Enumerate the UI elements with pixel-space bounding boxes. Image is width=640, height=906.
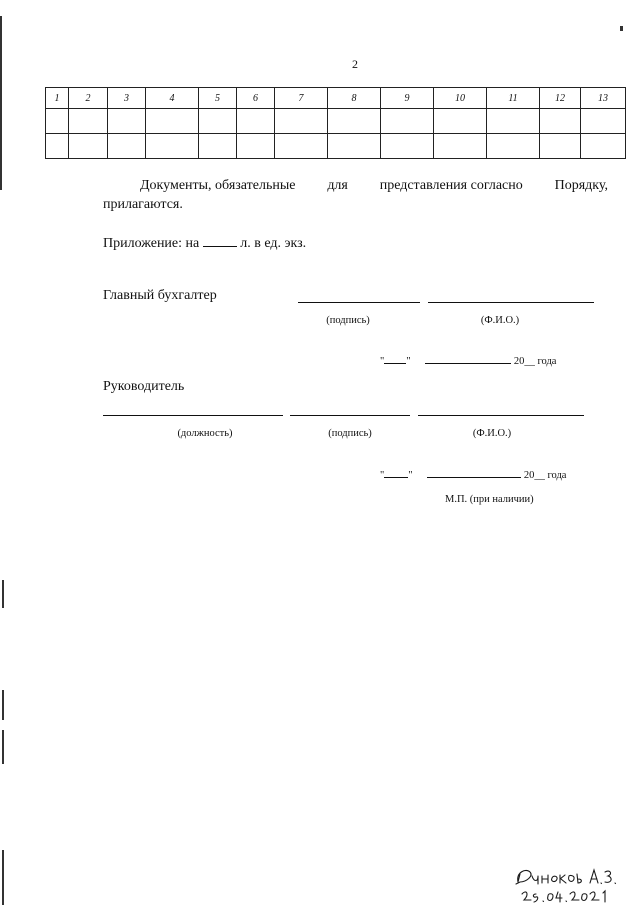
scan-edge-mark: [620, 26, 623, 31]
col-header: 2: [69, 88, 108, 109]
documents-text-part: для: [327, 178, 348, 193]
scan-edge-mark: [0, 16, 2, 190]
col-header: 1: [46, 88, 69, 109]
signature-caption: (подпись): [328, 428, 372, 439]
table-row: [46, 134, 626, 159]
date-month-blank[interactable]: [427, 477, 521, 478]
col-header: 5: [199, 88, 237, 109]
handwritten-signature: [512, 864, 622, 906]
appendix-suffix: л. в ед. экз.: [240, 236, 307, 251]
chief-accountant-label: Главный бухгалтер: [103, 288, 217, 303]
date-month-blank[interactable]: [425, 363, 511, 364]
appendix-line: [103, 236, 306, 252]
documents-text-part: Документы, обязательные: [140, 178, 296, 193]
table-row: [46, 109, 626, 134]
col-header: 13: [581, 88, 626, 109]
col-header: 11: [487, 88, 540, 109]
documents-text-part: представления согласно: [379, 178, 523, 193]
head-label: Руководитель: [103, 379, 185, 394]
documents-text-part: Порядку,: [554, 178, 608, 193]
chief-accountant-signature-line[interactable]: [298, 302, 420, 303]
name-caption: (Ф.И.О.): [480, 315, 520, 326]
col-header: 6: [237, 88, 275, 109]
date-quote-open: ": [380, 470, 385, 481]
scan-edge-mark: [2, 730, 4, 764]
head-name-line[interactable]: [418, 415, 584, 416]
col-header: 8: [328, 88, 381, 109]
page-number: 2: [352, 57, 358, 71]
data-table: [45, 87, 626, 159]
date-day-blank[interactable]: [384, 477, 408, 478]
stamp-note: М.П. (при наличии): [445, 494, 534, 505]
name-caption: (Ф.И.О.): [472, 428, 512, 439]
head-position-line[interactable]: [103, 415, 283, 416]
col-header: 10: [434, 88, 487, 109]
date-year: 20__ года: [513, 356, 557, 367]
date-quote-open: ": [380, 356, 385, 367]
scan-edge-mark: [2, 690, 4, 720]
col-header: 9: [381, 88, 434, 109]
head-signature-line[interactable]: [290, 415, 410, 416]
col-header: 3: [108, 88, 146, 109]
position-caption: (должность): [177, 428, 233, 439]
col-header: 12: [540, 88, 581, 109]
col-header: 4: [146, 88, 199, 109]
date-day-blank[interactable]: [384, 363, 406, 364]
signature-caption: (подпись): [326, 315, 370, 326]
chief-accountant-date: [380, 356, 556, 367]
appendix-sheets-blank[interactable]: [203, 246, 237, 247]
chief-accountant-name-line[interactable]: [428, 302, 594, 303]
date-quote-close: ": [406, 356, 411, 367]
scan-edge-mark: [2, 850, 4, 905]
date-quote-close: ": [408, 470, 413, 481]
table-header-row: [46, 88, 626, 109]
date-year: 20__ года: [523, 470, 567, 481]
head-date: [380, 470, 566, 481]
appendix-prefix: Приложение: на: [103, 236, 200, 251]
documents-paragraph: [103, 176, 608, 214]
documents-text-line2: прилагаются.: [103, 197, 183, 212]
col-header: 7: [275, 88, 328, 109]
scan-edge-mark: [2, 580, 4, 608]
